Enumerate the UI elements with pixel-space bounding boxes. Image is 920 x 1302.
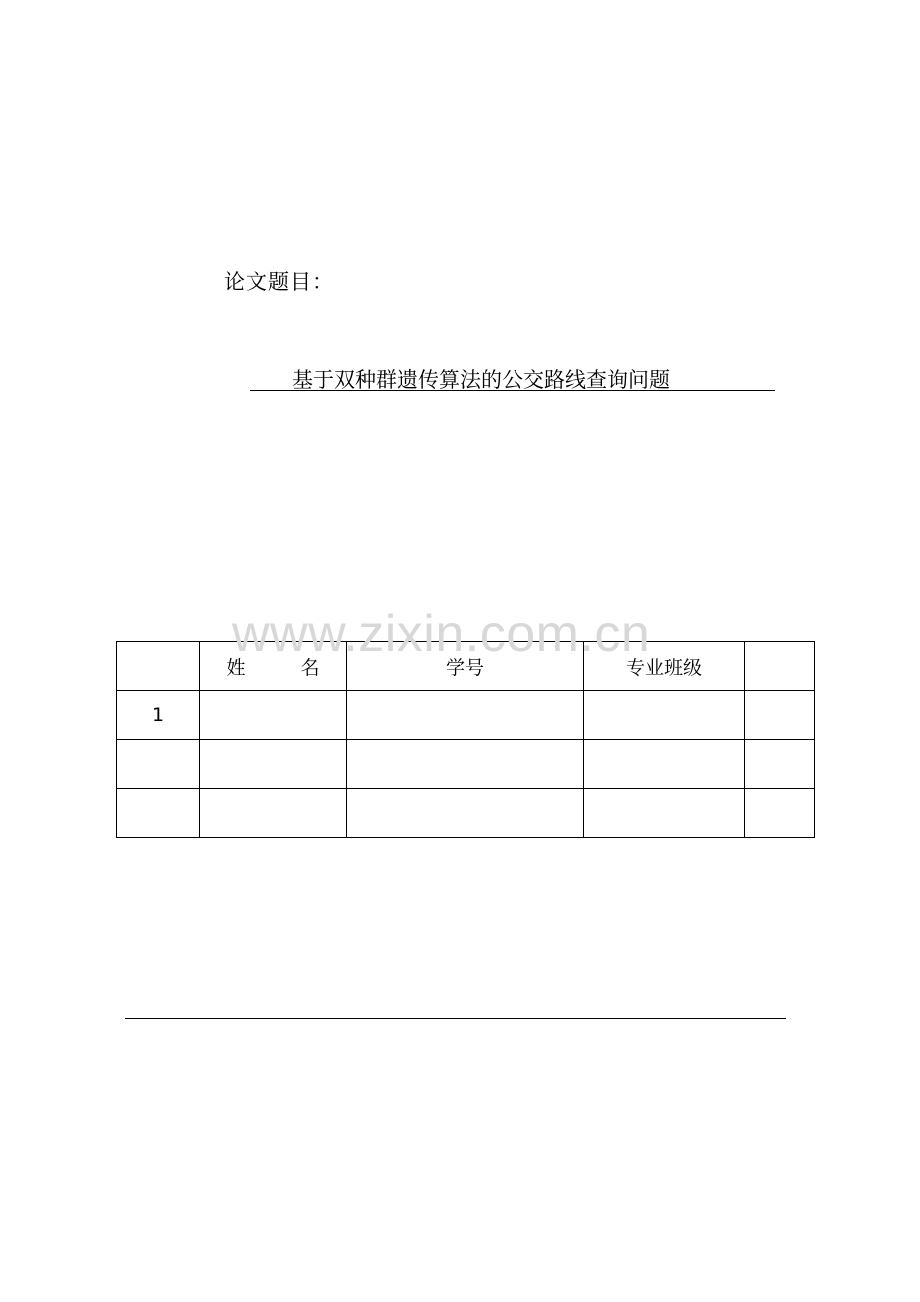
bottom-divider xyxy=(125,1018,786,1019)
thesis-title-label: 论文题目： xyxy=(224,270,334,294)
table-cell xyxy=(200,789,347,838)
table-cell xyxy=(584,789,745,838)
table-row xyxy=(117,789,815,838)
table-cell xyxy=(745,691,815,740)
header-cell-extra xyxy=(745,642,815,691)
thesis-title-field xyxy=(250,360,775,391)
table-cell xyxy=(584,691,745,740)
table-cell xyxy=(117,740,200,789)
table-cell xyxy=(347,789,584,838)
table-row xyxy=(117,691,815,740)
header-cell-student-id: 学号 xyxy=(347,642,584,691)
table-cell xyxy=(745,740,815,789)
table-row xyxy=(117,740,815,789)
table-cell xyxy=(347,740,584,789)
members-table xyxy=(116,641,815,838)
table-cell: 1 xyxy=(117,691,200,740)
table-cell xyxy=(200,691,347,740)
table-cell xyxy=(745,789,815,838)
table-cell xyxy=(584,740,745,789)
watermark: www.zixin.com.cn xyxy=(232,605,651,663)
thesis-title-text: 基于双种群遗传算法的公交路线查询问题 xyxy=(292,368,670,392)
header-cell-major-class: 专业班级 xyxy=(584,642,745,691)
table-cell xyxy=(347,691,584,740)
header-cell-name: 姓 名 xyxy=(200,642,347,691)
table-cell xyxy=(200,740,347,789)
table-cell xyxy=(117,789,200,838)
header-cell-index xyxy=(117,642,200,691)
